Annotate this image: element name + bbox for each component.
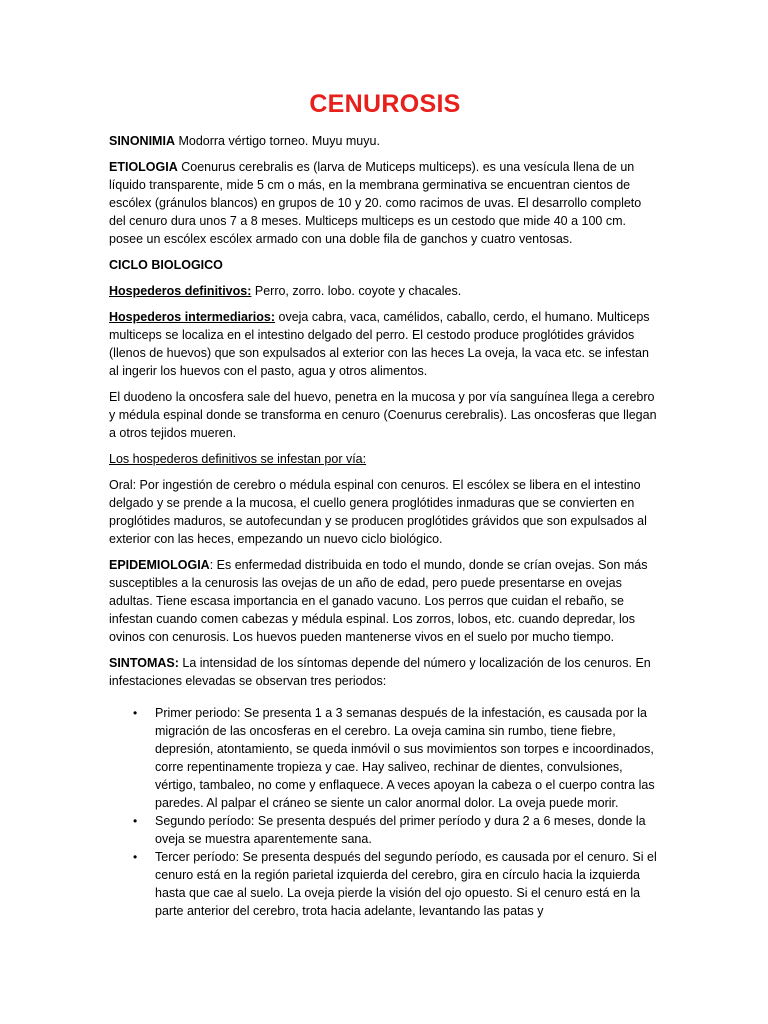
document-title: CENUROSIS	[309, 90, 461, 118]
epidemiologia-text: : Es enfermedad distribuida en todo el mundo, donde se crían ovejas. Son más susceptibles a la cenurosis las ovejas de un año de edad, pero puede presentarse en ovejas adultas. Tiene escasa importancia en el ganado vacuno. Los perros que cuidan el rebaño, se infestan cuando comen cabezas y médula espinal. Los zorros, lobos, etc. cuando depredar, los ovinos con cenurosis. Los huevos pueden mantenerse vivos en el suelo por mucho tiempo.	[109, 558, 648, 644]
sintomas-text: La intensidad de los síntomas depende del número y localización de los cenuros. En infestaciones elevadas se observan tres periodos:	[109, 656, 651, 688]
list-item	[133, 812, 661, 848]
duodeno-paragraph: El duodeno la oncosfera sale del huevo, penetra en la mucosa y por vía sanguínea llega a cerebro y médula espinal donde se transforma en cenuro (Coenurus cerebralis). Las oncosferas que llegan a otros tejidos mueren.	[109, 390, 657, 440]
bullet-icon: •	[133, 706, 138, 720]
hospederos-intermediarios-label: Hospederos intermediarios:	[109, 310, 276, 324]
infestan-via-heading: Los hospederos definitivos se infestan por vía:	[109, 452, 367, 466]
etiologia-label: ETIOLOGIA	[109, 160, 178, 174]
epidemiologia-label: EPIDEMIOLOGIA	[109, 558, 210, 572]
document-page	[109, 88, 661, 920]
hospederos-definitivos-text: Perro, zorro. lobo. coyote y chacales.	[251, 284, 462, 298]
periodos-list	[109, 704, 661, 920]
list-item	[133, 704, 661, 812]
sintomas-label: SINTOMAS:	[109, 656, 179, 670]
sinonimia-paragraph	[109, 132, 661, 150]
bullet-icon: •	[133, 814, 138, 828]
sinonimia-text: Modorra vértigo torneo. Muyu muyu.	[174, 134, 380, 148]
sinonimia-label: SINONIMIA	[109, 134, 175, 148]
sintomas-paragraph	[109, 654, 661, 690]
ciclo-biologico-heading: CICLO BIOLOGICO	[109, 258, 223, 272]
hospederos-definitivos-paragraph	[109, 282, 661, 300]
epidemiologia-paragraph	[109, 556, 661, 646]
periodo-text: Primer periodo: Se presenta 1 a 3 semanas después de la infestación, es causada por la migración de las oncosferas en el cerebro. La oveja camina sin rumbo, tiene fiebre, depresión, atontamiento, se queda inmóvil o sus movimientos son torpes e incoordinados, corre repentinamente tropieza y cae. Hay saliveo, rechinar de dientes, convulsiones, vértigo, tambaleo, no come y enflaquece. A veces apoyan la cabeza o el cuerpo contra las paredes. Al palpar el cráneo se siente un calor anormal dolor. La oveja puede morir.	[155, 706, 655, 810]
etiologia-text: Coenurus cerebralis es (larva de Muticeps multiceps). es una vesícula llena de un líquido transparente, mide 5 cm o más, en la membrana germinativa se encuentran cientos de escólex (gránulos blancos) en grupos de 10 y 20. como racimos de uvas. El desarrollo completo del cenuro dura unos 7 a 8 meses. Multiceps multiceps es un cestodo que mide 40 a 100 cm. posee un escólex escólex armado con una doble fila de ganchos y cuatro ventosas.	[109, 160, 642, 246]
hospederos-definitivos-label: Hospederos definitivos:	[109, 284, 252, 298]
etiologia-paragraph	[109, 158, 661, 248]
oral-paragraph: Oral: Por ingestión de cerebro o médula espinal con cenuros. El escólex se libera en el intestino delgado y se prende a la mucosa, el cuello genera proglótides inmaduras que se convierten en proglótides maduros, se autofecundan y se producen proglótides grávidos que son expulsados al exterior con las heces, empezando un nuevo ciclo biológico.	[109, 478, 647, 546]
hospederos-intermediarios-text: oveja cabra, vaca, camélidos, caballo, cerdo, el humano. Multiceps multiceps se localiza en el intestino delgado del perro. El cestodo produce proglótides grávidos (llenos de huevos) que son expulsados al exterior con las heces La oveja, la vaca etc. se infestan al ingerir los huevos con el pasto, agua y otros alimentos.	[109, 310, 650, 378]
hospederos-intermediarios-paragraph	[109, 308, 661, 380]
periodo-text: Tercer período: Se presenta después del segundo período, es causada por el cenuro. Si el cenuro está en la región parietal izquierda del cerebro, gira en círculo hacia la izquierda hasta que cae al suelo. La oveja pierde la visión del ojo opuesto. Si el cenuro está en la parte anterior del cerebro, trota hacia adelante, levantando las patas y	[155, 850, 657, 918]
list-item	[133, 848, 661, 920]
periodo-text: Segundo período: Se presenta después del primer período y dura 2 a 6 meses, donde la oveja se muestra aparentemente sana.	[155, 814, 646, 846]
bullet-icon: •	[133, 850, 138, 864]
